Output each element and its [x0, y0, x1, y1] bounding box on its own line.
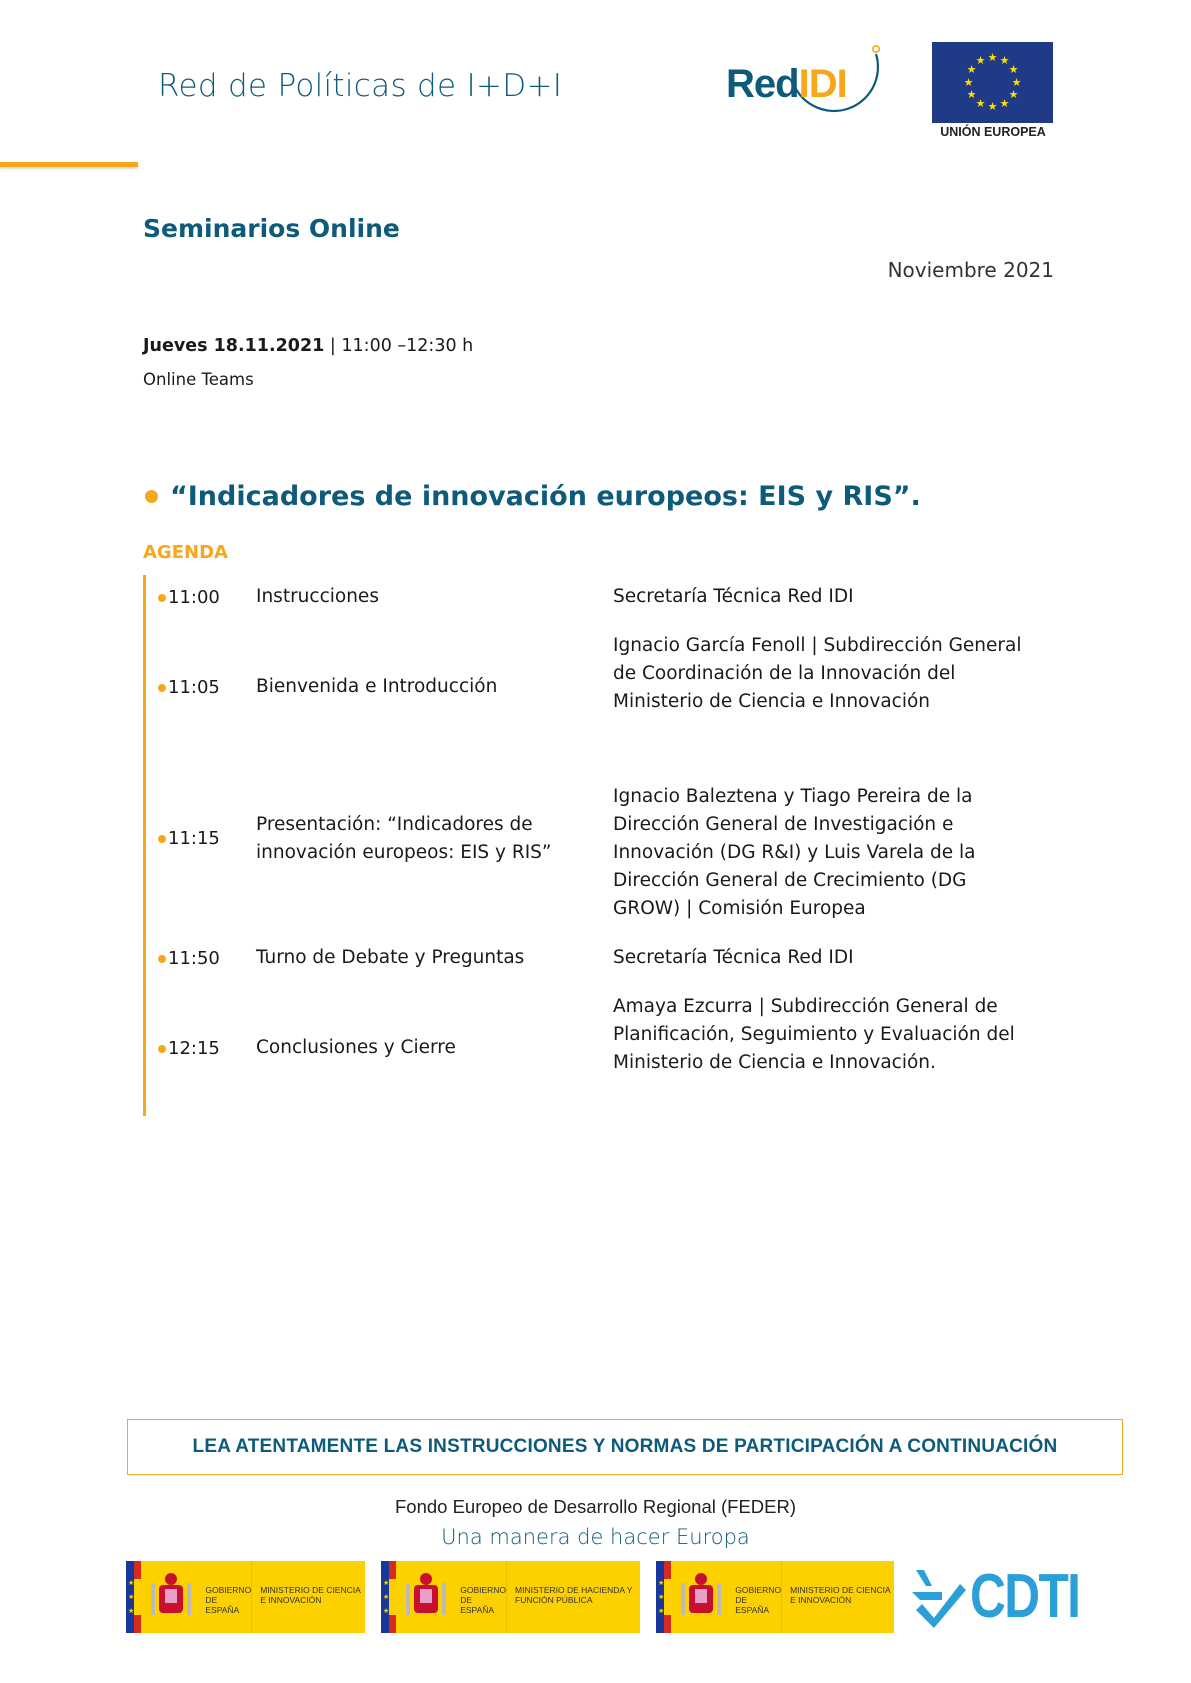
participation-notice: [127, 1419, 1123, 1475]
agenda-activity: Instrucciones: [256, 586, 379, 607]
agenda-activity: Turno de Debate y Preguntas: [256, 947, 525, 968]
agenda-time: [158, 828, 220, 849]
header-divider: [0, 162, 138, 167]
coat-of-arms-icon: [671, 1561, 731, 1633]
talk-title-text: “Indicadores de innovación europeos: EIS y RIS”.: [170, 481, 921, 512]
agenda-time: [158, 1038, 220, 1059]
svg-text:★: ★: [999, 97, 1010, 110]
svg-text:★: ★: [1008, 63, 1019, 76]
svg-text:★: ★: [975, 97, 986, 110]
agenda-speaker: Secretaría Técnica Red IDI: [613, 947, 854, 968]
agenda-activity: Conclusiones y Cierre: [256, 1037, 456, 1058]
eu-stripe-icon: ★ ★ ★: [126, 1561, 134, 1633]
agenda-label: AGENDA: [143, 542, 228, 563]
timeline-bar: [143, 575, 146, 1116]
svg-text:★: ★: [966, 88, 977, 101]
svg-text:★: ★: [999, 54, 1010, 67]
agenda-activity: Presentación: “Indicadores de innovación europeos: EIS y RIS”: [256, 814, 552, 863]
gov-logo-ciencia: [126, 1561, 365, 1633]
notice-text: LEA ATENTAMENTE LAS INSTRUCCIONES Y NORMAS DE PARTICIPACIÓN A CONTINUACIÓN: [192, 1436, 1058, 1457]
eu-logo: [932, 42, 1054, 140]
feder-slogan: Una manera de hacer Europa: [441, 1525, 750, 1549]
agenda-time-text: 12:15: [168, 1038, 220, 1059]
bullet-icon: [145, 490, 158, 503]
coat-of-arms-icon: [396, 1561, 456, 1633]
month-date: Noviembre 2021: [887, 258, 1054, 282]
redidi-logo-red: Red: [726, 62, 799, 106]
ministry-label: MINISTERIO DE CIENCIA E INNOVACIÓN: [790, 1585, 891, 1605]
gov-label: GOBIERNO DE ESPAÑA: [731, 1561, 782, 1633]
redidi-logo: [726, 40, 896, 132]
agenda-time: [158, 677, 220, 698]
gov-logo-ciencia-2: [656, 1561, 894, 1633]
feder-fund-label: Fondo Europeo de Desarrollo Regional (FEDER): [394, 1496, 797, 1517]
timeline-dot-icon: [158, 835, 166, 843]
agenda-activity: Bienvenida e Introducción: [256, 676, 498, 697]
svg-text:★: ★: [987, 51, 998, 64]
agenda-time-text: 11:00: [168, 587, 220, 608]
event-location: Online Teams: [143, 370, 254, 389]
agenda-speaker: Secretaría Técnica Red IDI: [613, 586, 854, 607]
event-datetime: [143, 336, 473, 356]
agenda-speaker: Ignacio Baleztena y Tiago Pereira de la Dirección General de Investigación e Innovación (DG R&I) y Luis Varela de la Dirección General de Crecimiento (DG GROW) | Comisión Europea: [613, 786, 976, 919]
event-day: Jueves 18.11.2021: [143, 336, 325, 356]
agenda-speaker: Amaya Ezcurra | Subdirección General de Planificación, Seguimiento y Evaluación del Ministerio de Ciencia e Innovación.: [613, 996, 1015, 1073]
talk-title: [145, 481, 921, 512]
section-title: Seminarios Online: [143, 214, 400, 243]
agenda-time-text: 11:15: [168, 828, 220, 849]
agenda-time: [158, 948, 220, 969]
svg-text:★: ★: [1011, 76, 1022, 89]
agenda-time-text: 11:05: [168, 677, 220, 698]
eu-stripe-icon: ★ ★ ★: [381, 1561, 389, 1633]
eu-stripe-icon: ★ ★ ★: [656, 1561, 664, 1633]
coat-of-arms-icon: [141, 1561, 201, 1633]
svg-text:★: ★: [987, 100, 998, 113]
cdti-check-icon: [908, 1562, 968, 1632]
redidi-logo-idi: IDI: [798, 62, 847, 106]
header-title: Red de Políticas de I+D+I: [158, 68, 563, 104]
svg-text:★: ★: [963, 76, 974, 89]
timeline-dot-icon: [158, 594, 166, 602]
eu-flag-icon: [932, 42, 1053, 123]
svg-text:★: ★: [966, 63, 977, 76]
svg-text:★: ★: [1008, 88, 1019, 101]
gov-logo-hacienda: [381, 1561, 640, 1633]
eu-label: UNIÓN EUROPEA: [940, 125, 1046, 139]
timeline-dot-icon: [158, 684, 166, 692]
event-time-range: 11:00 –12:30 h: [341, 336, 474, 356]
cdti-text: CDTI: [970, 1562, 1080, 1631]
agenda-time-text: 11:50: [168, 948, 220, 969]
ministry-label: MINISTERIO DE CIENCIA E INNOVACIÓN: [260, 1585, 361, 1605]
agenda-speaker: Ignacio García Fenoll | Subdirección General de Coordinación de la Innovación del Ministerio de Ciencia e Innovación: [613, 635, 1022, 712]
ministry-label: MINISTERIO DE HACIENDA Y FUNCIÓN PÚBLICA: [515, 1585, 633, 1605]
cdti-logo: [908, 1562, 1080, 1632]
timeline-dot-icon: [158, 955, 166, 963]
svg-text:★: ★: [975, 54, 986, 67]
gov-label: GOBIERNO DE ESPAÑA: [201, 1561, 252, 1633]
agenda-time: [158, 587, 220, 608]
event-separator: |: [329, 336, 336, 356]
timeline-dot-icon: [158, 1045, 166, 1053]
gov-label: GOBIERNO DE ESPAÑA: [456, 1561, 507, 1633]
